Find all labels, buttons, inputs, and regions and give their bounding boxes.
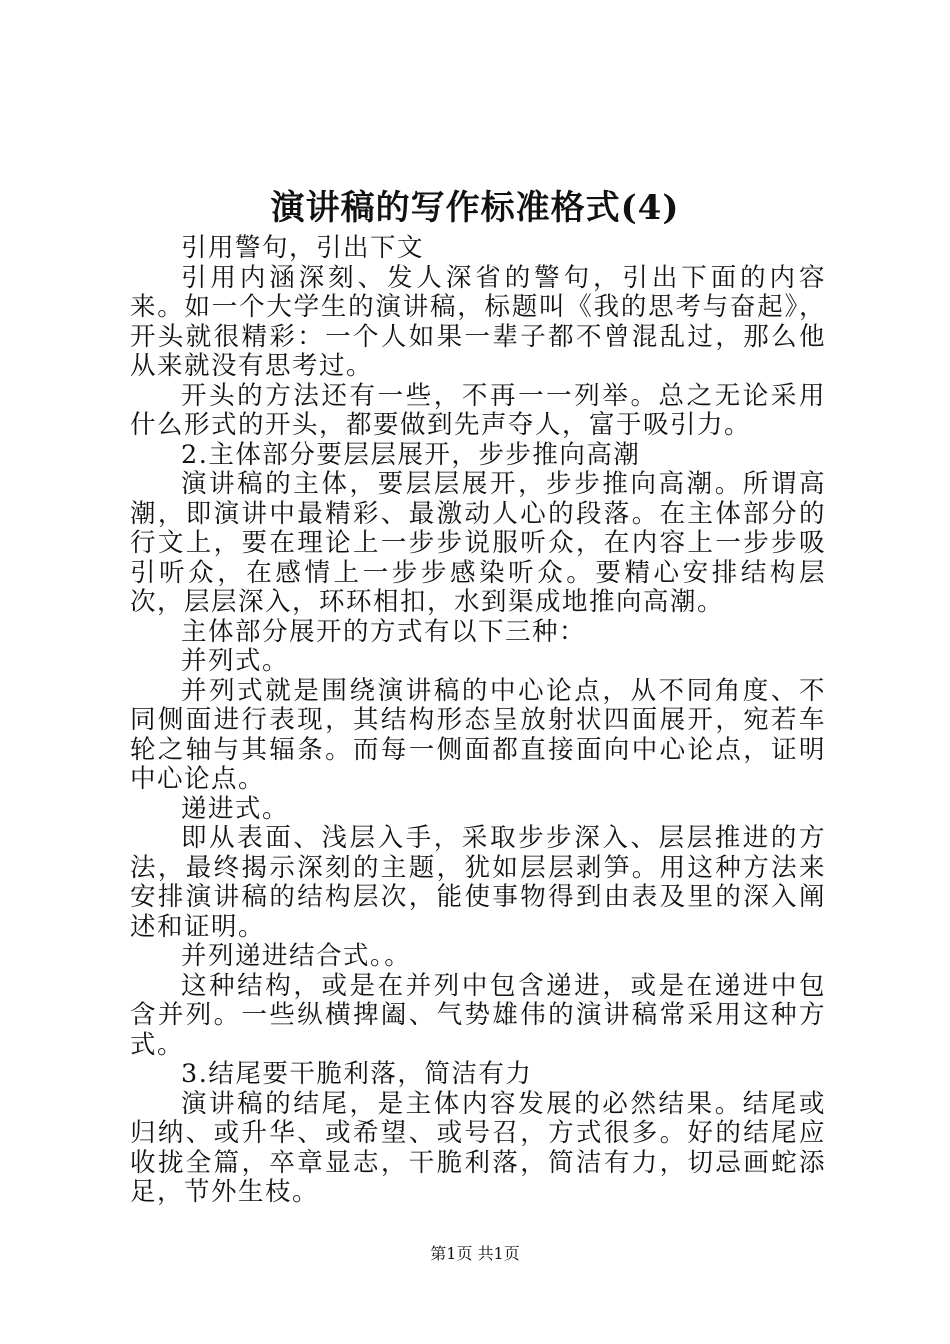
page-footer: 第1页 共1页 — [430, 1244, 520, 1263]
subheading: 递进式。 — [181, 793, 290, 824]
paragraph: 即从表面、浅层入手，采取步步深入、层层推进的方法，最终揭示深刻的主题，犹如层层剥笋。用这种方法来安排演讲稿的结构层次，能使事物得到由表及里的深入阐述和证明。 — [130, 823, 826, 942]
section-heading: 2.主体部分要层层展开，步步推向高潮 — [181, 439, 641, 470]
paragraph: 引用内涵深刻、发人深省的警句，引出下面的内容来。如一个大学生的演讲稿，标题叫《我的思考与奋起》，开头就很精彩：一个人如果一辈子都不曾混乱过，那么他从来就没有思考过。 — [130, 262, 826, 381]
document-title: 演讲稿的写作标准格式(4) — [270, 188, 680, 228]
paragraph: 并列式就是围绕演讲稿的中心论点，从不同角度、不同侧面进行表现，其结构形态呈放射状四面展开，宛若车轮之轴与其辐条。而每一侧面都直接面向中心论点，证明中心论点。 — [130, 675, 826, 794]
subheading: 并列递进结合式。。 — [181, 941, 412, 971]
document-body — [130, 234, 826, 1208]
paragraph: 主体部分展开的方式有以下三种： — [181, 616, 587, 647]
section-heading: 3.结尾要干脆利落，简洁有力 — [181, 1059, 533, 1089]
paragraph: 引用警句，引出下文 — [181, 233, 425, 263]
subheading: 并列式。 — [181, 646, 290, 676]
paragraph: 演讲稿的结尾，是主体内容发展的必然结果。结尾或归纳、或升华、或希望、或号召，方式很多。好的结尾应收拢全篇，卒章显志，干脆利落，简洁有力，切忌画蛇添足，节外生枝。 — [130, 1088, 826, 1207]
paragraph: 这种结构，或是在并列中包含递进，或是在递进中包含并列。一些纵横捭阖、气势雄伟的演讲稿常采用这种方式。 — [130, 970, 826, 1060]
paragraph: 开头的方法还有一些，不再一一列举。总之无论采用什么形式的开头，都要做到先声夺人，富于吸引力。 — [130, 380, 826, 440]
paragraph: 演讲稿的主体，要层层展开，步步推向高潮。所谓高潮，即演讲中最精彩、最激动人心的段落。在主体部分的行文上，要在理论上一步步说服听众，在内容上一步步吸引听众，在感情上一步步感染听众。要精心安排结构层次，层层深入，环环相扣，水到渠成地推向高潮。 — [130, 469, 826, 617]
